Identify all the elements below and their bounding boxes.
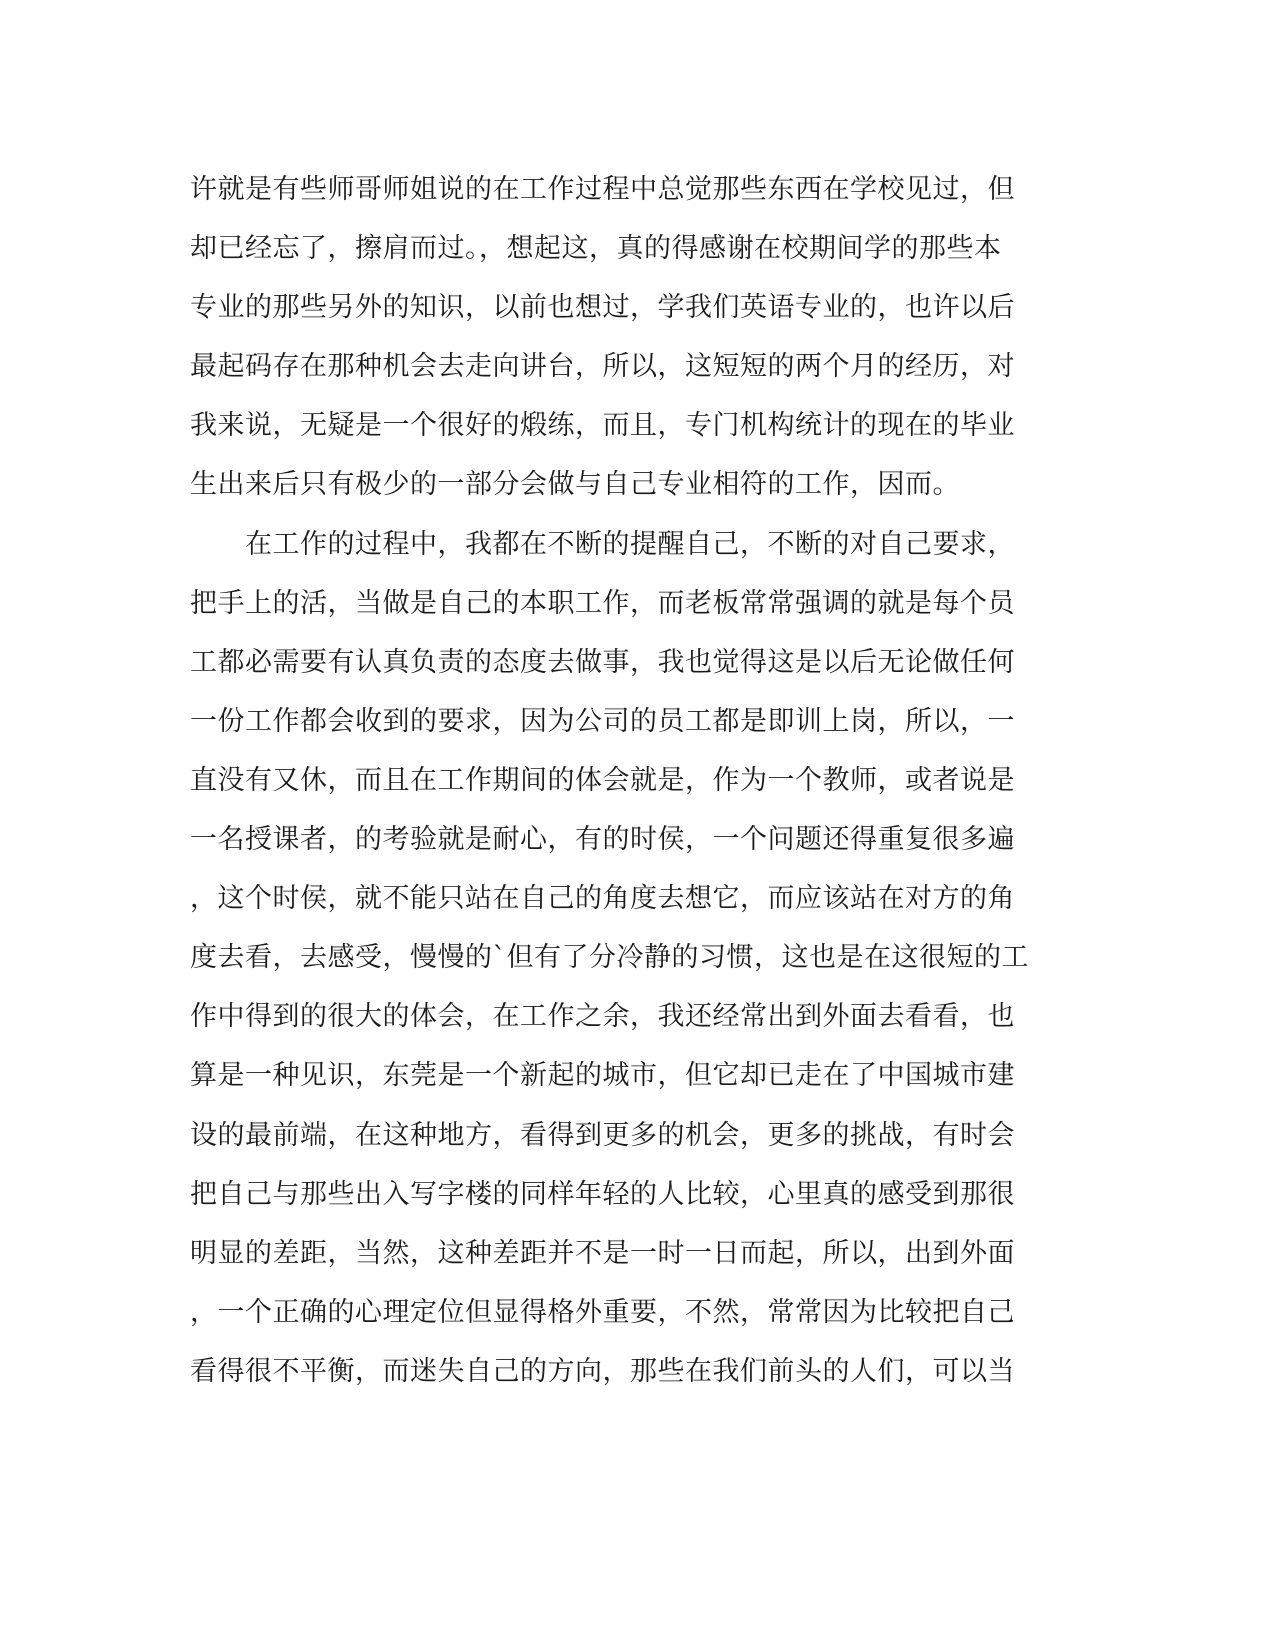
text-line: 直没有又休，而且在工作期间的体会就是，作为一个教师，或者说是	[190, 764, 1015, 796]
text-line: 许就是有些师哥师姐说的在工作过程中总觉那些东西在学校见过，但	[190, 174, 1015, 205]
text-line: 设的最前端，在这种地方，看得到更多的机会，更多的挑战，有时会	[190, 1119, 1015, 1151]
text-line: 生出来后只有极少的一部分会做与自己专业相符的工作，因而。	[190, 469, 960, 501]
text-line: 却已经忘了，擦肩而过。，想起这，真的得感谢在校期间学的那些本	[190, 233, 1002, 265]
text-line: ，这个时侯，就不能只站在自己的角度去想它，而应该站在对方的角	[190, 883, 1015, 915]
text-line: 度去看，去感受，慢慢的`但有了分冷静的习惯，这也是在这很短的工	[190, 942, 1029, 974]
body-text	[190, 160, 1060, 1401]
text-line: 一名授课者，的考验就是耐心，有的时侯，一个问题还得重复很多遍	[190, 824, 1015, 856]
text-line: 专业的那些另外的知识，以前也想过，学我们英语专业的，也许以后	[190, 292, 1015, 324]
text-line: 工都必需要有认真负责的态度去做事，我也觉得这是以后无论做任何	[190, 646, 1015, 678]
text-line: 最起码存在那种机会去走向讲台，所以，这短短的两个月的经历，对	[190, 351, 1015, 383]
text-line: 一份工作都会收到的要求，因为公司的员工都是即训上岗，所以，一	[190, 705, 1015, 737]
text-line: 看得很不平衡，而迷失自己的方向，那些在我们前头的人们，可以当	[190, 1355, 1015, 1387]
text-line: 作中得到的很大的体会，在工作之余，我还经常出到外面去看看，也	[190, 1001, 1015, 1033]
text-line: 算是一种见识，东莞是一个新起的城市，但它却已走在了中国城市建	[190, 1060, 1015, 1092]
text-line: 把自己与那些出入写字楼的同样年轻的人比较，心里真的感受到那很	[190, 1178, 1015, 1210]
text-line: 我来说，无疑是一个很好的煅练，而且，专门机构统计的现在的毕业	[190, 410, 1015, 442]
text-line: 把手上的活，当做是自己的本职工作，而老板常常强调的就是每个员	[190, 587, 1015, 619]
text-line: 在工作的过程中，我都在不断的提醒自己，不断的对自己要求，	[190, 528, 1015, 560]
text-line: 明显的差距，当然，这种差距并不是一时一日而起，所以，出到外面	[190, 1237, 1015, 1269]
text-line: ，一个正确的心理定位但显得格外重要，不然，常常因为比较把自己	[190, 1296, 1015, 1328]
